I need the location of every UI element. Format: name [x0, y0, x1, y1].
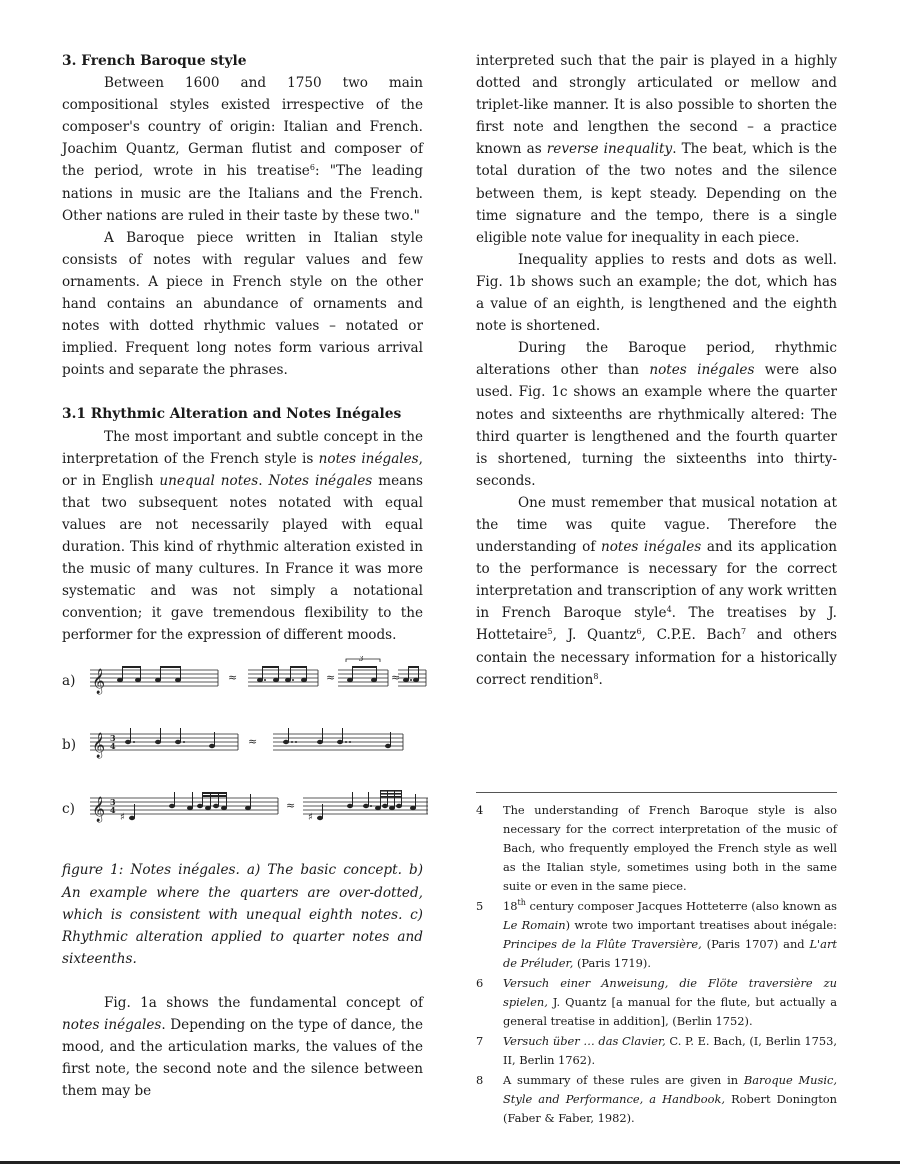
svg-text:𝄞: 𝄞 [92, 669, 106, 695]
text: , C.P.E. Bach [641, 627, 741, 644]
text: interpreted such that the pair is played in a highly dotted and strongly articulated or mellow and triplet-like manner. It is also possible to shorten the first note and lengthen the second – a practice known as [476, 53, 837, 158]
footnote-ref: 8 [593, 671, 599, 681]
footnote-ref: 7 [740, 627, 747, 637]
paragraph-other-alterations [476, 337, 837, 492]
text: During the Baroque period, rhythmic alterations other than [476, 340, 837, 379]
right-column [476, 50, 837, 691]
text: C. P. E. Bach, (I, Berlin 1753, II, Berlin 1762). [503, 1034, 837, 1067]
footnote-number: 6 [476, 976, 484, 990]
text: A summary of these rules are given in [503, 1073, 744, 1087]
footnote-5 [476, 897, 837, 973]
music-figure [62, 656, 423, 851]
text: 18 [503, 899, 518, 913]
emphasis: Versuch einer Anweisung, die Flöte traversière zu spielen, [503, 976, 837, 1009]
emphasis: Le Romain [503, 918, 566, 932]
emphasis: unequal notes [159, 472, 259, 489]
text: , J. Quantz [552, 627, 637, 644]
example-b [62, 720, 423, 770]
example-label-c: c) [62, 801, 75, 818]
text: : "The leading nations in music are the Italians and the French. Other nations are ruled in their taste by these two." [62, 163, 423, 224]
footnotes [476, 792, 837, 1129]
section-heading-french-baroque: 3. French Baroque style [62, 53, 247, 69]
paragraph-styles [62, 72, 423, 227]
example-label-a: a) [62, 673, 76, 690]
spacer [62, 970, 423, 992]
text: , or in English [62, 450, 423, 489]
text: were also used. Fig. 1c shows an example where the quarter notes and sixteenths are rhythmically altered: The third quarter is lengthened and the fourth quarter is shortened, turning the sixteenths into thirty-seconds. [476, 362, 837, 489]
text: The most important and subtle concept in the interpretation of the French style is [62, 428, 423, 467]
svg-text:3: 3 [110, 797, 116, 808]
emphasis: notes inégales [62, 1017, 162, 1033]
text: (Paris 1719). [573, 956, 651, 970]
footnote-ref: 4 [666, 605, 672, 615]
text: Between 1600 and 1750 two main compositional styles existed irrespective of the composer's country of origin: Italian and French. Joachim Quantz, German flutist and composer of the period, wrote in his treatise [62, 75, 423, 180]
svg-text:𝄞: 𝄞 [92, 733, 106, 759]
paragraph-interpreted [476, 50, 837, 249]
notation-example-c [88, 784, 428, 834]
section-heading-rhythmic-alteration: 3.1 Rhythmic Alteration and Notes Inégales [62, 406, 402, 423]
text: (Paris 1707) and [701, 937, 810, 951]
svg-text:𝄞: 𝄞 [92, 797, 106, 823]
text: and others contain the necessary information for a historically correct rendition [476, 627, 837, 688]
footnote-ref: 6 [636, 627, 642, 637]
emphasis: L'art de Préluder, [503, 937, 837, 970]
text: century composer Jacques Hotteterre (also known as [525, 899, 837, 913]
emphasis: Versuch über … das Clavier, [503, 1034, 666, 1048]
left-column [62, 50, 423, 1102]
footnote-ref: 5 [547, 627, 553, 637]
footnote-ref: 6 [309, 163, 315, 173]
svg-text:4: 4 [110, 741, 116, 752]
figure-caption: figure 1: Notes inégales. a) The basic concept. b) An example where the quarters are over-dotted, which is consistent with unequal eighth notes. c) Rhythmic alteration applied to quarter notes and sixteenths. [62, 862, 423, 967]
text: One must remember that musical notation at the time was quite vague. Therefore the understanding of [476, 494, 837, 556]
svg-text:≈: ≈ [228, 671, 238, 685]
svg-text:≈: ≈ [326, 671, 336, 685]
emphasis: reverse inequality [546, 141, 673, 158]
svg-text:≈: ≈ [391, 671, 401, 685]
footnote-number: 4 [476, 803, 484, 817]
emphasis: notes inégales [600, 539, 702, 556]
emphasis: notes inégales [318, 450, 419, 467]
text: . [258, 472, 269, 489]
text: Robert Donington (Faber & Faber, 1982). [503, 1092, 837, 1125]
paragraph-fig1a [62, 992, 423, 1102]
example-a [62, 656, 423, 706]
footnote-8 [476, 1071, 837, 1128]
emphasis: Baroque Music, Style and Performance, a Handbook, [503, 1073, 838, 1106]
text: . Depending on the type of dance, the mood, and the articulation marks, the values of the first note, the second note and the silence between them may be [62, 1017, 423, 1100]
spacer [62, 381, 423, 403]
text: J. Quantz [a manual for the flute, but actually a general treatise in addition], (Berlin 1752). [503, 995, 837, 1028]
footnote-number: 5 [476, 899, 484, 913]
paragraph-inequality-rests: Inequality applies to rests and dots as well. Fig. 1b shows such an example; the dot, which has a value of an eighth, is lengthened and the eighth note is shortened. [476, 251, 837, 335]
emphasis: Notes inégales [268, 472, 373, 489]
footnote-6 [476, 974, 837, 1031]
text: . [598, 671, 603, 688]
svg-text:≈: ≈ [286, 799, 296, 813]
paragraph-notation-vague [476, 492, 837, 691]
svg-text:4: 4 [110, 805, 116, 816]
svg-text:♯: ♯ [120, 812, 125, 824]
example-c [62, 784, 423, 834]
emphasis: Principes de la Flûte Traversière, [503, 937, 702, 951]
svg-text:♯: ♯ [308, 812, 313, 824]
text: means that two subsequent notes notated with equal values are not necessarily played with equal duration. This kind of rhythmic alteration existed in the music of many cultures. In France it was more systematic and was not simply a notational convention; it gave tremendous flexibility to the performer for the expression of different moods. [62, 472, 423, 644]
paragraph-notes-inegales [62, 426, 423, 647]
svg-text:≈: ≈ [248, 735, 258, 749]
paragraph-italian-vs-french: A Baroque piece written in Italian style consists of notes with regular values and few ornaments. A piece in French style on the other hand contains an abundance of ornaments and notes with dotted rhythmic values – notated or implied. Frequent long notes form various arrival points and separate the phrases. [62, 229, 423, 379]
svg-text:3: 3 [110, 733, 116, 744]
notation-example-b [88, 720, 428, 770]
text: Fig. 1a shows the fundamental concept of [104, 994, 423, 1011]
text: and its application to the performance is necessary for the correct interpretation and transcription of any work written in French Baroque style [476, 539, 838, 622]
footnote-number: 8 [476, 1073, 484, 1087]
ordinal-suffix: th [517, 898, 526, 907]
tuplet-label: 3 [359, 656, 364, 664]
notation-example-a [88, 656, 428, 706]
footnote-7 [476, 1032, 837, 1070]
footnote-number: 7 [476, 1034, 484, 1048]
text: . The treatises by J. Hottetaire [476, 605, 837, 644]
emphasis: notes inégales [649, 362, 755, 379]
example-label-b: b) [62, 737, 77, 754]
text: ) wrote two important treatises about inégale: [565, 918, 837, 932]
footnote-4 [476, 801, 837, 896]
text: . The beat, which is the total duration of the two notes and the silence between them, is kept steady. Depending on the time signature and the tempo, there is a single eligible note value for inequality in each piece. [476, 141, 838, 246]
text: The understanding of French Baroque style is also necessary for the correct interpretation of the music of Bach, who frequently employed the French style as well as the Italian style, sometimes using both in the same suite or even in the same piece. [503, 803, 837, 893]
